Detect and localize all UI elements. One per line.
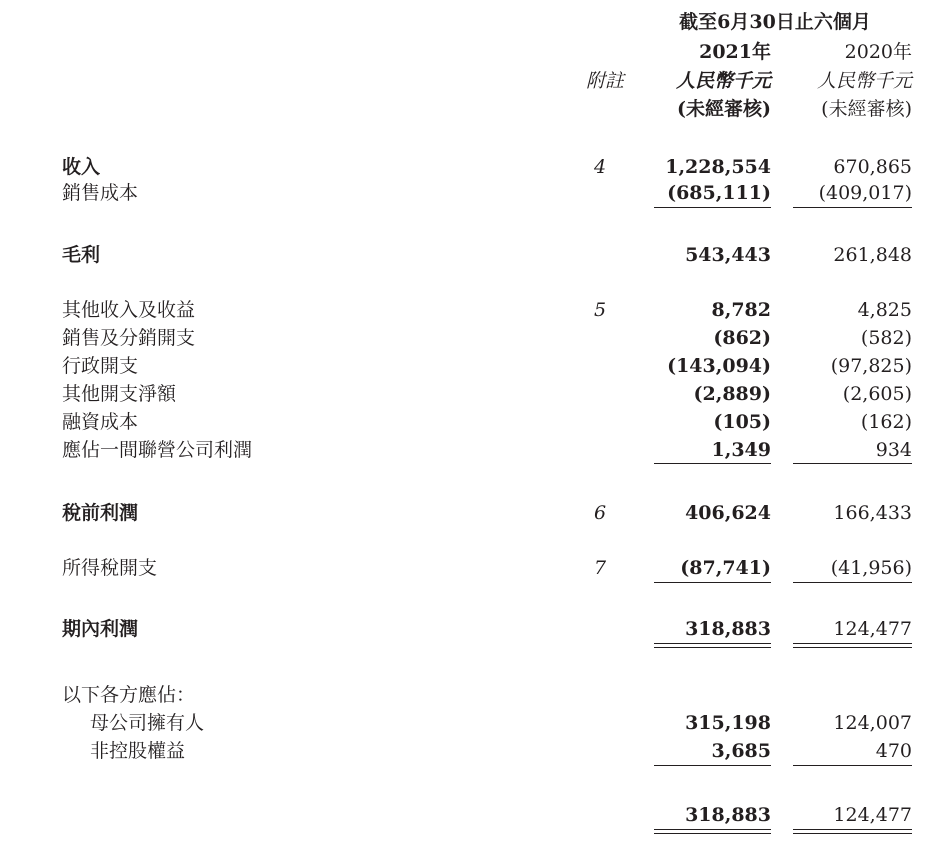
- row-label-non-controlling: 非控股權益: [90, 740, 186, 762]
- row-value-2021-other-income: 8,782: [711, 299, 771, 321]
- row-value-2020-profit-for-period: 124,477: [833, 618, 912, 640]
- row-value-2020-non-controlling: 470: [875, 740, 912, 762]
- row-value-2020-revenue: 670,865: [833, 156, 912, 178]
- period-heading: 截至6月30日止六個月: [679, 11, 871, 33]
- row-value-2020-cost-of-sales: (409,017): [818, 182, 912, 204]
- row-value-2021-cost-of-sales: (685,111): [667, 182, 771, 204]
- subtotal-rule-2020: [793, 207, 912, 208]
- row-value-2021-share-of-associate: 1,349: [711, 439, 771, 461]
- row-label-admin-expenses: 行政開支: [62, 355, 139, 377]
- row-value-2021-total: 318,883: [685, 804, 771, 826]
- double-rule-2020: [793, 643, 912, 644]
- row-value-2020-gross-profit: 261,848: [833, 244, 912, 266]
- subtotal-rule-2020: [793, 765, 912, 766]
- row-value-2020-admin-expenses: (97,825): [830, 355, 912, 377]
- row-note-revenue: 4: [593, 156, 607, 178]
- subtotal-rule-2021: [654, 765, 771, 766]
- row-label-cost-of-sales: 銷售成本: [62, 182, 139, 204]
- year-2021-heading: 2021年: [699, 41, 771, 63]
- row-label-finance-costs: 融資成本: [62, 411, 139, 433]
- currency-2020-heading: 人民幣千元: [816, 70, 912, 92]
- row-label-income-tax: 所得稅開支: [62, 557, 158, 579]
- double-rule-2021: [654, 833, 771, 834]
- row-label-profit-before-tax: 稅前利潤: [62, 502, 139, 524]
- row-note-other-income: 5: [593, 299, 607, 321]
- row-value-2021-owners-of-parent: 315,198: [685, 712, 771, 734]
- note-column-heading: 附註: [585, 70, 624, 92]
- row-note-income-tax: 7: [593, 557, 607, 579]
- row-value-2020-share-of-associate: 934: [875, 439, 912, 461]
- row-value-2021-profit-for-period: 318,883: [685, 618, 771, 640]
- currency-2021-heading: 人民幣千元: [675, 70, 771, 92]
- row-value-2021-non-controlling: 3,685: [711, 740, 771, 762]
- subtotal-rule-2020: [793, 463, 912, 464]
- row-value-2021-finance-costs: (105): [713, 411, 771, 433]
- row-label-gross-profit: 毛利: [62, 244, 101, 266]
- row-label-owners-of-parent: 母公司擁有人: [90, 712, 205, 734]
- row-value-2020-finance-costs: (162): [860, 411, 912, 433]
- subtotal-rule-2021: [654, 582, 771, 583]
- row-value-2021-admin-expenses: (143,094): [667, 355, 771, 377]
- row-label-other-expenses: 其他開支淨額: [62, 383, 177, 405]
- row-value-2020-total: 124,477: [833, 804, 912, 826]
- row-value-2021-gross-profit: 543,443: [685, 244, 771, 266]
- double-rule-2021: [654, 643, 771, 644]
- row-value-2021-profit-before-tax: 406,624: [685, 502, 771, 524]
- double-rule-2020: [793, 833, 912, 834]
- audit-2021-heading: (未經審核): [677, 98, 771, 120]
- row-label-profit-for-period: 期內利潤: [62, 618, 139, 640]
- row-value-2020-owners-of-parent: 124,007: [833, 712, 912, 734]
- year-2020-heading: 2020年: [844, 41, 912, 63]
- row-value-2020-other-expenses: (2,605): [842, 383, 912, 405]
- double-rule-2021: [654, 829, 771, 830]
- row-label-revenue: 收入: [62, 156, 101, 178]
- row-label-selling-expenses: 銷售及分銷開支: [62, 327, 196, 349]
- row-value-2021-other-expenses: (2,889): [693, 383, 771, 405]
- audit-2020-heading: (未經審核): [821, 98, 912, 120]
- subtotal-rule-2021: [654, 207, 771, 208]
- row-label-other-income: 其他收入及收益: [62, 299, 196, 321]
- row-value-2021-selling-expenses: (862): [713, 327, 771, 349]
- double-rule-2020: [793, 829, 912, 830]
- subtotal-rule-2021: [654, 463, 771, 464]
- subtotal-rule-2020: [793, 582, 912, 583]
- row-value-2020-selling-expenses: (582): [860, 327, 912, 349]
- row-label-attributable-to: 以下各方應佔：: [62, 684, 196, 706]
- row-value-2020-other-income: 4,825: [857, 299, 912, 321]
- row-value-2020-income-tax: (41,956): [830, 557, 912, 579]
- row-label-share-of-associate: 應佔一間聯營公司利潤: [62, 439, 253, 461]
- row-value-2021-income-tax: (87,741): [680, 557, 771, 579]
- double-rule-2021: [654, 647, 771, 648]
- double-rule-2020: [793, 647, 912, 648]
- row-note-profit-before-tax: 6: [593, 502, 607, 524]
- row-value-2020-profit-before-tax: 166,433: [833, 502, 912, 524]
- row-value-2021-revenue: 1,228,554: [665, 156, 771, 178]
